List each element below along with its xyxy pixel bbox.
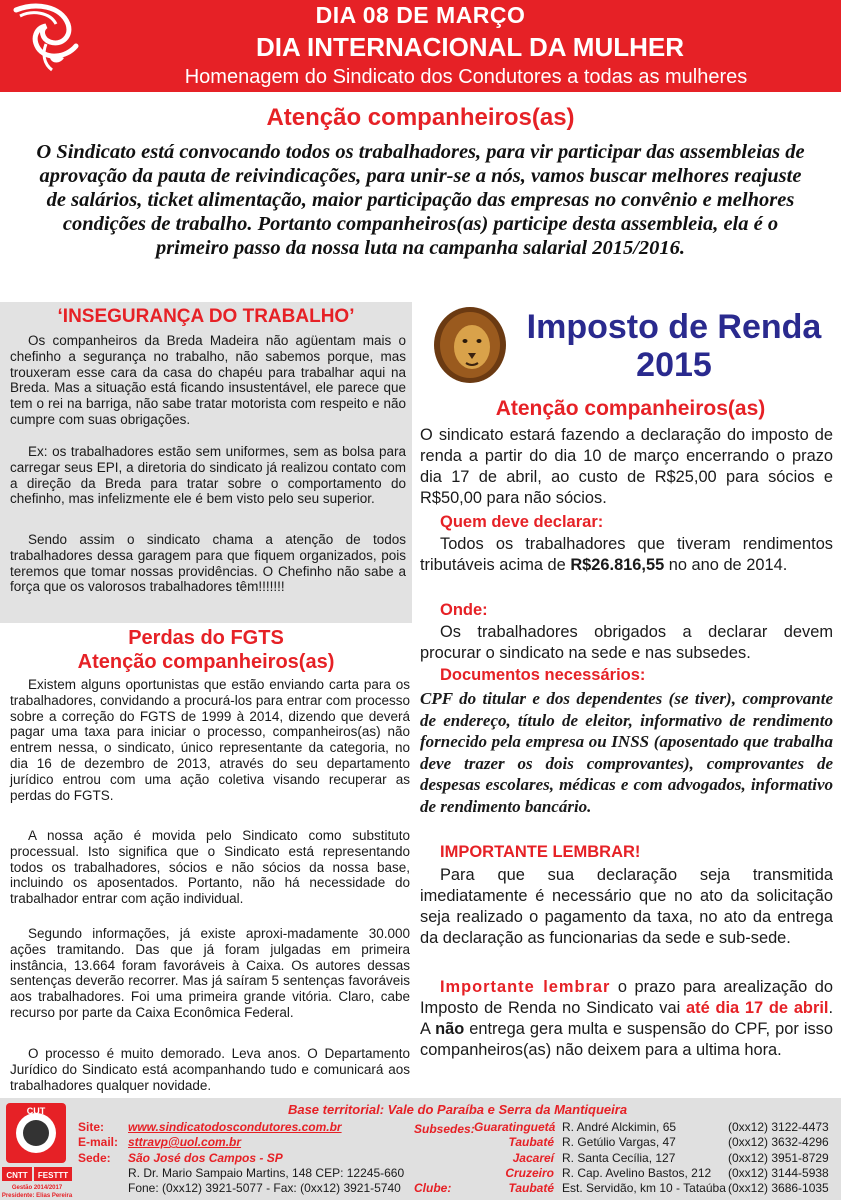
sede-phone: Fone: (0xx12) 3921-5077 - Fax: (0xx12) 3921-5740: [128, 1181, 401, 1195]
imposto-title: [508, 308, 840, 384]
subsede-phone: (0xx12) 3144-5938: [728, 1166, 829, 1180]
inseguranca-paragraph: Sendo assim o sindicato chama a atenção de todos trabalhadores dessa garagem para que fiquem organizados, pois teremos que tomar nossas providências. O Chefinho não sabe a força que os valorosos trabalhadores têm!!!!!!!: [10, 532, 406, 595]
union-logos: [0, 1099, 74, 1200]
site-link[interactable]: www.sindicatodoscondutores.com.br: [128, 1120, 342, 1134]
subsede-city: Cruzeiro: [505, 1166, 554, 1180]
email-label: E-mail:: [78, 1135, 119, 1149]
intro-heading: Atenção companheiros(as): [266, 104, 575, 131]
fgts-paragraph: Existem alguns oportunistas que estão enviando carta para os trabalhadores, convidando a procurá-los para entrar com processo sobre a correção do FGTS de 1999 à 2014, dizendo que deverá pagar uma taxa para iniciar o processo, companheiros(as) não entrem nessa, o sindicato, único representante da categoria, no dia 16 de dezembro de 2013, através do seu departamento jurídico entrou com uma ação coletiva visando recuperar as perdas do FGTS.: [10, 677, 410, 803]
importante-text: Para que sua declaração seja transmitida imediatamente é necessário que no ato da solicitação seja realizado o pagamento da taxa, no ato da entrega da declaração as funcionarias da sede e sub-sede.: [420, 866, 833, 947]
imposto-title-line1: Imposto de Renda: [526, 308, 822, 346]
lembrar-text: [420, 977, 833, 1061]
fgts-paragraph: O processo é muito demorado. Leva anos. O Departamento Jurídico do Sindicato está acompanhando tudo e comunicará aos trabalhadores qualquer novidade.: [10, 1046, 410, 1093]
subsede-address: R. André Alckimin, 65: [562, 1120, 677, 1134]
fgts-paragraph: A nossa ação é movida pelo Sindicato como substituto processual. Isto significa que o Sindicato está representando todos os trabalhadores, sócios e não sócios da nossa base, incluindo os aposentados. Portanto, não há necessidade do trabalhador entrar com ação individual.: [10, 828, 410, 907]
lembrar-nao: não: [435, 1020, 465, 1038]
subsede-address: R. Cap. Avelino Bastos, 212: [562, 1166, 712, 1180]
subsede-address: R. Getúlio Vargas, 47: [562, 1135, 676, 1149]
quem-deve-label: Quem deve declarar:: [440, 513, 604, 531]
fgts-title: Perdas do FGTS: [128, 627, 284, 649]
intro-text: O Sindicato está convocando todos os trabalhadores, para vir participar das assembleias de aprovação da pauta de reivindicações, para unir-se a nós, vamos buscar melhores reajuste de salários, ticket alimentação, maior participação das empresas no convênio e melhores condições de trabalho. Portanto companheiros(as) participe desta assembleia, ela é o primeiro passo da nossa luta na campanha salarial 2015/2016.: [36, 141, 805, 259]
inseguranca-paragraph: Os companheiros da Breda Madeira não agüentam mais o chefinho a segurança no trabalho, não sabemos porque, mas trouxeram esse cara da casa do chapéu para trabalhar aqui na Breda. Mas a situação está ficando insustentável, ele parece que tem o rei na barriga, não sabe tratar motorista com respeito e não cumpre com suas obrigações.: [10, 333, 406, 427]
lembrar-text-c: entrega gera multa e suspensão do CPF, por isso companheiros(as) não deixem para a ultima hora.: [420, 1020, 833, 1059]
logo-festtt-text: FESTTT: [37, 1171, 69, 1180]
onde-label: Onde:: [440, 601, 488, 619]
lembrar-date: até dia 17 de abril: [686, 999, 829, 1017]
onde-text: Os trabalhadores obrigados a declarar devem procurar o sindicato na sede e nas subsedes.: [420, 623, 833, 662]
lembrar-text-b: . A: [420, 999, 833, 1038]
inseguranca-title: ‘INSEGURANÇA DO TRABALHO’: [57, 306, 355, 327]
lembrar-text-a: o prazo para arealização do Imposto de Renda no Sindicato vai: [420, 978, 834, 1017]
subsede-city: Guaratinguetá: [474, 1120, 556, 1134]
site-label: Site:: [78, 1120, 105, 1134]
imposto-intro: O sindicato estará fazendo a declaração do imposto de renda a partir do dia 10 de março encerrando o prazo dia 17 de abril, ao custo de R$25,00 para sócios e R$50,00 para não sócios.: [420, 426, 833, 507]
subsede-phone: (0xx12) 3951-8729: [728, 1151, 829, 1165]
subsedes-label: Subsedes:: [414, 1122, 475, 1136]
fgts-paragraph: Segundo informações, já existe aproxi-madamente 30.000 ações tramitando. Das que já foram julgadas em primeira instância, 13.664 foram favoráveis à Caixa. Os autores dessas sentenças deverão recorrer. Mas já saíram 5 sentenças favoráveis aos trabalhadores. Foi uma primeira grande vitória. Claro, cabe recurso por parte da Caixa Econômica Federal.: [10, 926, 410, 1020]
clube-address: Est. Servidão, km 10 - Tataúba: [562, 1181, 726, 1195]
lembrar-label: Importante lembrar: [440, 978, 611, 996]
sede-city: São José dos Campos - SP: [128, 1151, 283, 1165]
header-date: DIA 08 DE MARÇO: [315, 2, 526, 28]
header-subtitle: Homenagem do Sindicato dos Condutores a todas as mulheres: [184, 66, 748, 88]
clube-phone: (0xx12) 3686-1035: [728, 1181, 829, 1195]
header-title: DIA INTERNACIONAL DA MULHER: [255, 32, 685, 62]
importante-label: IMPORTANTE LEMBRAR!: [440, 843, 641, 861]
fgts-subtitle: Atenção companheiros(as): [77, 651, 335, 673]
quem-deve-text-a: Todos os trabalhadores que tiveram rendimentos tributáveis acima de: [420, 535, 833, 574]
quem-deve-value: R$26.816,55: [570, 556, 665, 574]
inseguranca-paragraph: Ex: os trabalhadores estão sem uniformes, sem as bolsa para carregar seus EPI, a diretoria do sindicato já realizou contato com a direção da Breda para tratar sobre o comportamento do chefinho, mas infelizmente ele é bem visto pelo seu superior.: [10, 444, 406, 507]
subsede-phone: (0xx12) 3122-4473: [728, 1120, 829, 1134]
subsede-phone: (0xx12) 3632-4296: [728, 1135, 829, 1149]
imposto-attention: Atenção companheiros(as): [495, 397, 766, 420]
lion-icon: [432, 305, 508, 385]
quem-deve-text: [420, 534, 833, 576]
clube-city: Taubaté: [508, 1181, 554, 1195]
subsede-address: R. Santa Cecília, 127: [562, 1151, 676, 1165]
imposto-title-year: 2015: [636, 346, 712, 384]
logo-gestao-text: Gestão 2014/2017: [11, 1185, 63, 1191]
logo-cut-text: CUT: [26, 1106, 46, 1116]
subsede-city: Jacareí: [512, 1151, 554, 1165]
subsede-city: Taubaté: [508, 1135, 554, 1149]
clube-label: Clube:: [414, 1181, 452, 1195]
logo-cntt-text: CNTT: [6, 1171, 28, 1180]
documentos-label: Documentos necessários:: [440, 666, 646, 684]
sede-label: Sede:: [78, 1151, 111, 1165]
sede-address: R. Dr. Mario Sampaio Martins, 148 CEP: 12245-660: [128, 1166, 405, 1180]
email-link[interactable]: sttravp@uol.com.br: [128, 1135, 242, 1149]
documentos-text: CPF do titular e dos dependentes (se tiver), comprovante de endereço, título de eleitor, informativo de rendimento fornecido pela empresa ou INSS (aposentado que trabalha deve trazer os dois comprovantes), comprovantes de despesas escolares, médicas e com advogados, informativo de rendimento bancário.: [420, 689, 833, 816]
quem-deve-text-b: no ano de 2014.: [664, 556, 788, 574]
footer-base-territorial: Base territorial: Vale do Paraíba e Serra da Mantiqueira: [287, 1102, 628, 1117]
logo-presidente-text: Presidente: Elias Pereira: [1, 1193, 73, 1199]
